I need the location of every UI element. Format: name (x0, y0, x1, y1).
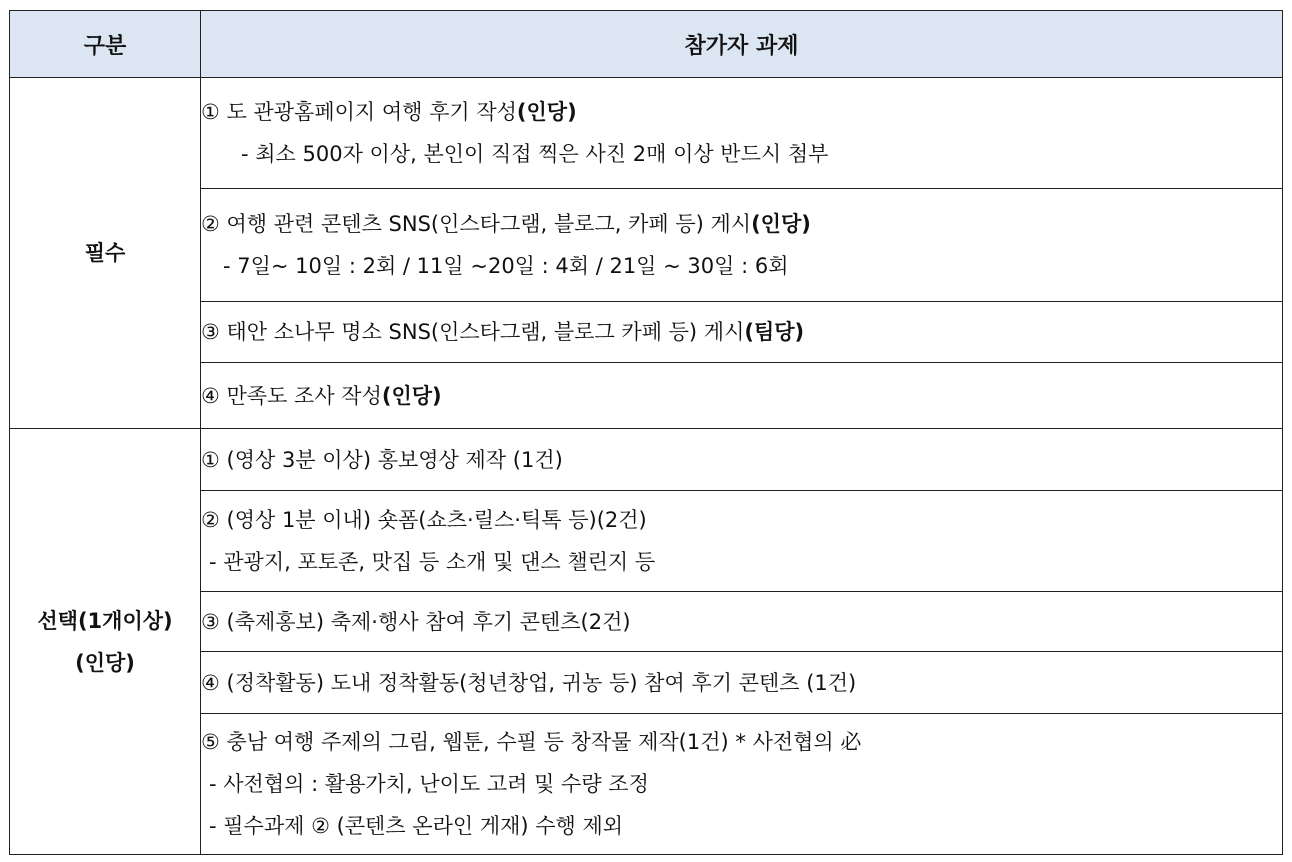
required-task-3 (201, 302, 1283, 363)
table-row (10, 302, 1283, 363)
optional-task-1 (201, 429, 1283, 491)
category-optional-line1: 선택(1개이상) (37, 608, 173, 633)
task-sub: - 최소 500자 이상, 본인이 직접 찍은 사진 2매 이상 반드시 첨부 (241, 142, 829, 166)
task-text: ① (영상 3분 이상) 홍보영상 제작 (1건) (201, 447, 563, 472)
header-row (10, 11, 1283, 78)
task-text: ④ (정착활동) 도내 정착활동(청년창업, 귀농 등) 참여 후기 콘텐츠 (1건) (201, 670, 857, 695)
category-required: 필수 (10, 78, 201, 429)
table-row (10, 592, 1283, 652)
category-optional-line2: (인당) (75, 650, 135, 675)
table-row (10, 491, 1283, 592)
table-row (10, 78, 1283, 189)
task-tag: (인당) (751, 212, 811, 236)
header-category: 구분 (10, 11, 201, 78)
task-text: ① 도 관광홈페이지 여행 후기 작성 (201, 100, 517, 124)
table-row (10, 189, 1283, 302)
optional-task-2 (201, 491, 1283, 592)
task-tag: (인당) (516, 100, 577, 124)
table-row (10, 714, 1283, 855)
category-optional (10, 429, 201, 855)
required-task-2 (201, 189, 1283, 302)
required-task-1 (201, 78, 1283, 189)
task-text: ② (영상 1분 이내) 숏폼(쇼츠·릴스·틱톡 등)(2건) (201, 508, 647, 532)
task-sub: - 필수과제 ② (콘텐츠 온라인 게재) 수행 제외 (209, 814, 624, 838)
task-text: ③ 태안 소나무 명소 SNS(인스타그램, 블로그 카페 등) 게시 (201, 320, 745, 344)
task-sub: - 사전협의 : 활용가치, 난이도 고려 및 수량 조정 (209, 772, 649, 796)
task-tag: (인당) (381, 383, 442, 408)
table-row (10, 429, 1283, 491)
task-tag: (팀당) (744, 320, 805, 344)
optional-task-5 (201, 714, 1283, 855)
optional-task-4 (201, 652, 1283, 714)
optional-task-3 (201, 592, 1283, 652)
task-text: ③ (축제홍보) 축제·행사 참여 후기 콘텐츠(2건) (201, 609, 631, 634)
task-table (9, 10, 1283, 855)
task-sub: - 관광지, 포토존, 맛집 등 소개 및 댄스 챌린지 등 (209, 550, 656, 574)
task-sub: - 7일~ 10일 : 2회 / 11일 ~20일 : 4회 / 21일 ~ 30일 : 6회 (223, 254, 789, 278)
task-text: ④ 만족도 조사 작성 (201, 383, 382, 408)
table-row (10, 363, 1283, 429)
required-task-4 (201, 363, 1283, 429)
header-tasks: 참가자 과제 (201, 11, 1283, 78)
task-text: ⑤ 충남 여행 주제의 그림, 웹툰, 수필 등 창작물 제작(1건) * 사전협의 必 (201, 730, 862, 754)
task-text: ② 여행 관련 콘텐츠 SNS(인스타그램, 블로그, 카페 등) 게시 (201, 212, 752, 236)
table-row (10, 652, 1283, 714)
